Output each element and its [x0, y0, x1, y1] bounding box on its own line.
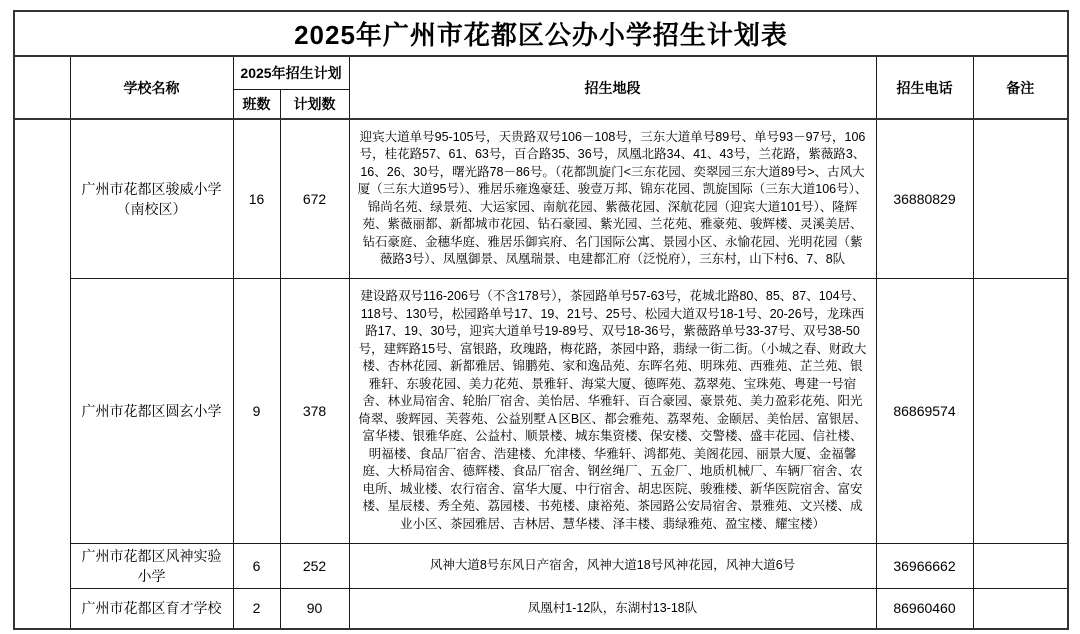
- header-school-name: 学校名称: [70, 56, 233, 119]
- district-cell: 凤凰村1-12队，东湖村13-18队: [349, 588, 876, 629]
- header-index-column: [14, 56, 70, 119]
- school-name-cell: 广州市花都区圆玄小学: [70, 278, 233, 543]
- page-title: 2025年广州市花都区公办小学招生计划表: [14, 11, 1068, 56]
- remark-cell: [973, 278, 1068, 543]
- table-row: [14, 543, 1068, 588]
- planned-cell: 378: [280, 278, 349, 543]
- classes-cell: 16: [233, 119, 280, 278]
- header-planned: 计划数: [280, 89, 349, 119]
- classes-cell: 6: [233, 543, 280, 588]
- table-row: [14, 119, 1068, 278]
- index-column-cell: [14, 119, 70, 629]
- phone-cell: 36880829: [876, 119, 973, 278]
- table-row: [14, 588, 1068, 629]
- classes-cell: 2: [233, 588, 280, 629]
- header-plan-group: 2025年招生计划: [233, 56, 349, 89]
- enrollment-plan-table: [13, 10, 1069, 630]
- district-cell: 迎宾大道单号95-105号，天贵路双号106－108号，三东大道单号89号、单号93－97号，106号，桂花路57、61、63号，百合路35、36号，凤凰北路34、41、43号，兰花路，紫薇路3、16、26、30号，曙光路78－86号。（花都凯旋门<三东花园、奕翠园三东大道89号>、古风大厦（三东大道95号）、雅居乐雍逸豪廷、骏壹万邦、锦东花园、凯旋国际（三东大道106号）、锦尚名苑、绿景苑、大运家园、南航花园、紫薇花园、深航花园（迎宾大道101号）、隆辉苑、紫薇丽都、新都城市花园、钻石豪园、紫光园、兰花苑、雅豪苑、骏辉楼、灵溪美居、钻石豪庭、金穗华庭、雅居乐御宾府、名门国际公寓、景园小区、永愉花园、光明花园（紫薇路3号）、凤凰御景、凤凰瑞景、电建都汇府（泛悦府），三东村，山下村6、7、8队: [349, 119, 876, 278]
- classes-cell: 9: [233, 278, 280, 543]
- district-cell: 风神大道8号东风日产宿舍，风神大道18号风神花园，风神大道6号: [349, 543, 876, 588]
- phone-cell: 36966662: [876, 543, 973, 588]
- remark-cell: [973, 119, 1068, 278]
- district-cell: 建设路双号116-206号（不含178号），茶园路单号57-63号，花城北路80、85、87、104号、118号、130号，松园路单号17、19、21号、25号、松园大道双号18-1号、20-26号，龙珠西路17、19、30号，迎宾大道单号19-89号、双号18-36号，紫薇路单号33-37号、双号38-50号，建辉路15号、富银路，玫瑰路，梅花路，茶园中路，翡绿一街二街。（小城之春、财政大楼、杏林花园、新都雅居、锦鹏苑、家和逸品苑、东晖名苑、明珠苑、西雅苑、芷兰苑、银雅轩、东骏花园、美力花苑、景雅轩、海棠大厦、德晖苑、荔翠苑、宝珠苑、粤建一号宿舍、林业局宿舍、轮胎厂宿舍、美怡居、华雅轩、百合豪园、豪景苑、美力盈彩花苑、阳光倚翠、骏辉园、芙蓉苑、公益别墅Ａ区B区、都会雅苑、荔翠苑、金颐居、美怡居、富银居、富华楼、银雅华庭、公益村、顺景楼、城东集资楼、保安楼、交警楼、盛丰花园、信社楼、明福楼、食品厂宿舍、浩建楼、允津楼、华雅轩、鸿都苑、美阁花园、丽景大厦、金福馨庭、大桥局宿舍、德辉楼、食品厂宿舍、钢丝绳厂、五金厂、地质机械厂、车辆厂宿舍、农电所、城业楼、农行宿舍、富华大厦、中行宿舍、胡忠医院、骏雅楼、新华医院宿舍、富安楼、星辰楼、秀全苑、荔园楼、书苑楼、康裕苑、茶园路公安局宿舍、景雅苑、文兴楼、成业小区、茶园雅居、吉林居、慧华楼、泽丰楼、翡绿雅苑、盈宝楼、耀宝楼）: [349, 278, 876, 543]
- planned-cell: 252: [280, 543, 349, 588]
- header-district: 招生地段: [349, 56, 876, 119]
- header-classes: 班数: [233, 89, 280, 119]
- table-row: [14, 278, 1068, 543]
- phone-cell: 86869574: [876, 278, 973, 543]
- planned-cell: 90: [280, 588, 349, 629]
- header-remark: 备注: [973, 56, 1068, 119]
- school-name-cell: 广州市花都区风神实验小学: [70, 543, 233, 588]
- phone-cell: 86960460: [876, 588, 973, 629]
- header-phone: 招生电话: [876, 56, 973, 119]
- school-name-cell: 广州市花都区骏威小学（南校区）: [70, 119, 233, 278]
- remark-cell: [973, 588, 1068, 629]
- school-name-cell: 广州市花都区育才学校: [70, 588, 233, 629]
- remark-cell: [973, 543, 1068, 588]
- planned-cell: 672: [280, 119, 349, 278]
